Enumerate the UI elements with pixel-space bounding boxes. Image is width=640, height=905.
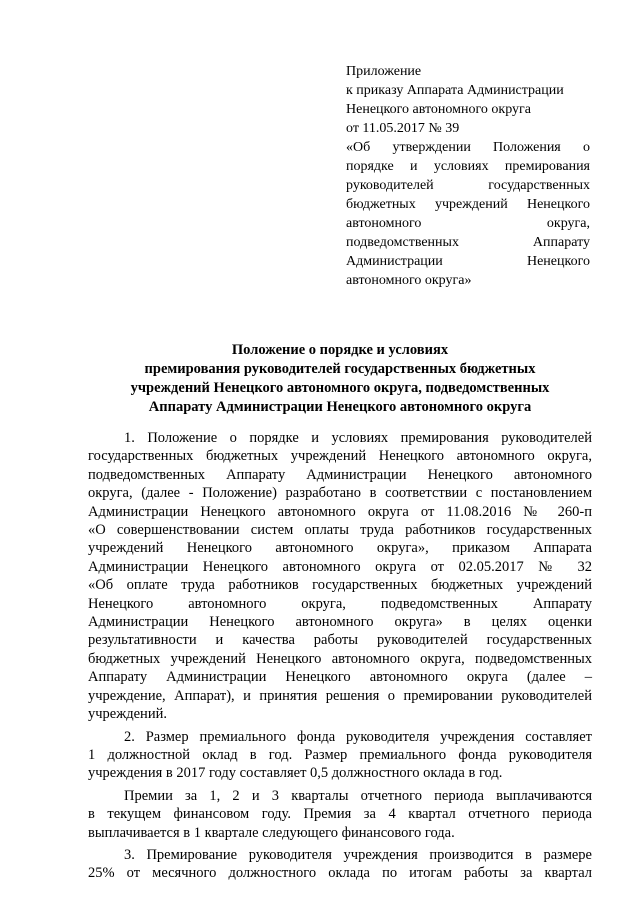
appendix-line: бюджетных учреждений Ненецкого bbox=[346, 197, 590, 212]
paragraph-line: 25% от месячного должностного оклада по итогам работы за квартал bbox=[88, 865, 592, 882]
paragraph-line: Администрации Ненецкого автономного округа от 02.05.2017 № 32 bbox=[88, 558, 592, 575]
appendix-line: от 11.05.2017 № 39 bbox=[346, 121, 460, 136]
paragraph-1 bbox=[88, 429, 592, 724]
appendix-line: Ненецкого автономного округа bbox=[346, 102, 531, 117]
paragraph-line: государственных бюджетных учреждений Ненецкого автономного округа, bbox=[88, 448, 592, 465]
appendix-line: автономного округа» bbox=[346, 273, 472, 288]
title-line: Положение о порядке и условиях bbox=[231, 342, 449, 358]
paragraph-line: 2. Размер премиального фонда руководителя учреждения составляет bbox=[124, 728, 592, 745]
paragraph-line: выплачивается в 1 квартале следующего финансового года. bbox=[88, 824, 455, 841]
paragraph-line: учреждений Ненецкого автономного округа», приказом Аппарата bbox=[88, 540, 592, 557]
appendix-line: Администрации Ненецкого bbox=[346, 254, 590, 269]
title-line: Аппарату Администрации Ненецкого автономного округа bbox=[148, 399, 532, 415]
appendix-line: Приложение bbox=[346, 64, 422, 79]
paragraph-line: подведомственных Аппарату Администрации Ненецкого автономного bbox=[88, 466, 592, 483]
paragraph-line: «О совершенствовании систем оплаты труда работников государственных bbox=[88, 522, 592, 539]
paragraph-line: округа, (далее - Положение) разработано в соответствии с постановлением bbox=[88, 485, 592, 502]
paragraph-2 bbox=[88, 728, 592, 783]
paragraph-line: 3. Премирование руководителя учреждения производится в размере bbox=[124, 846, 592, 863]
appendix-line: порядке и условиях премирования bbox=[346, 159, 590, 174]
paragraph-line: Администрации Ненецкого автономного округа от 11.08.2016 № 260-п bbox=[88, 503, 592, 520]
paragraph-line: учреждений. bbox=[88, 706, 167, 723]
title-line: премирования руководителей государственных бюджетных bbox=[144, 361, 536, 377]
paragraph-line: в текущем финансовом году. Премия за 4 квартал отчетного периода bbox=[88, 806, 592, 823]
paragraph-line: бюджетных учреждений Ненецкого автономного округа, подведомственных bbox=[88, 650, 592, 667]
paragraph-line: Премии за 1, 2 и 3 кварталы отчетного периода выплачиваются bbox=[124, 787, 592, 804]
paragraph-line: Аппарату Администрации Ненецкого автономного округа (далее – bbox=[88, 669, 592, 686]
appendix-header bbox=[346, 62, 590, 290]
paragraph-line: Администрации Ненецкого автономного округа» в целях оценки bbox=[88, 614, 592, 631]
paragraph-line: результативности и качества работы руководителей государственных bbox=[88, 632, 592, 649]
document-title bbox=[88, 341, 592, 417]
paragraph-line: учреждения в 2017 году составляет 0,5 должностного оклада в год. bbox=[88, 765, 503, 782]
paragraph-4 bbox=[88, 846, 592, 883]
paragraph-line: учреждение, Аппарат), и принятия решения о премировании руководителей bbox=[88, 687, 592, 704]
document-body bbox=[88, 429, 592, 883]
appendix-line: подведомственных Аппарату bbox=[346, 235, 590, 250]
appendix-line: руководителей государственных bbox=[346, 178, 590, 193]
appendix-line: автономного округа, bbox=[346, 216, 590, 231]
paragraph-line: Ненецкого автономного округа, подведомственных Аппарату bbox=[88, 595, 592, 612]
paragraph-3 bbox=[88, 787, 592, 842]
paragraph-line: 1 должностной оклад в год. Размер премиального фонда руководителя bbox=[88, 746, 592, 763]
appendix-line: «Об утверждении Положения о bbox=[346, 140, 590, 155]
title-line: учреждений Ненецкого автономного округа, подведомственных bbox=[130, 380, 550, 396]
paragraph-line: «Об оплате труда работников государственных бюджетных учреждений bbox=[88, 577, 592, 594]
paragraph-line: 1. Положение о порядке и условиях премирования руководителей bbox=[124, 430, 592, 446]
appendix-line: к приказу Аппарата Администрации bbox=[346, 83, 564, 98]
